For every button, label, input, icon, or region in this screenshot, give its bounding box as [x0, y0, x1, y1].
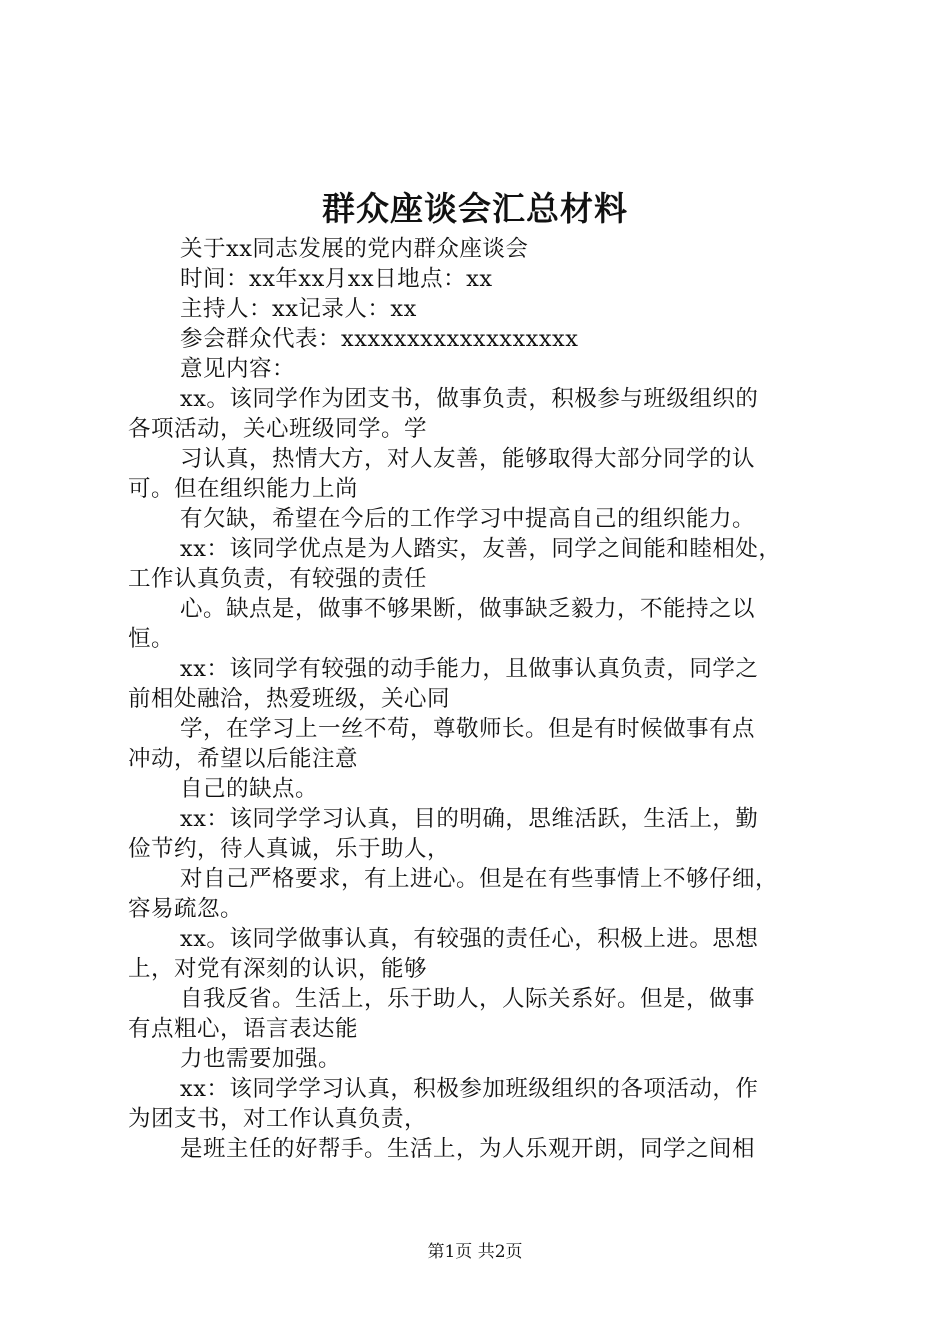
document-body	[128, 234, 840, 1164]
body-line: 学，在学习上一丝不苟，尊敬师长。但是有时候做事有点	[180, 716, 756, 742]
body-line: 对自己严格要求，有上进心。但是在有些事情上不够仔细，	[180, 866, 779, 892]
body-line: 有欠缺，希望在今后的工作学习中提高自己的组织能力。	[180, 506, 756, 532]
body-line: 关于xx同志发展的党内群众座谈会	[180, 236, 529, 262]
body-line: 前相处融洽，热爱班级，关心同	[128, 686, 451, 712]
body-line: 主持人：xx记录人：xx	[180, 296, 417, 322]
body-line: 时间：xx年xx月xx日地点：xx	[180, 266, 493, 292]
body-line: 容易疏忽。	[128, 896, 244, 922]
body-line: 心。缺点是，做事不够果断，做事缺乏毅力，不能持之以	[180, 596, 756, 622]
body-line: 是班主任的好帮手。生活上，为人乐观开朗，同学之间相	[180, 1136, 756, 1162]
body-line: 意见内容：	[180, 356, 296, 382]
body-line: 自己的缺点。	[180, 776, 319, 802]
body-line: 恒。	[128, 626, 175, 652]
body-line: xx。该同学做事认真，有较强的责任心，积极上进。思想	[180, 926, 759, 952]
body-line: 俭节约，待人真诚，乐于助人，	[128, 836, 451, 862]
body-line: 可。但在组织能力上尚	[128, 476, 359, 502]
document-title: 群众座谈会汇总材料	[322, 189, 628, 228]
page-footer: 第1页 共2页	[427, 1242, 523, 1262]
body-line: 为团支书，对工作认真负责，	[128, 1106, 428, 1132]
body-line: 自我反省。生活上，乐于助人，人际关系好。但是，做事	[180, 986, 756, 1012]
body-line: xx。该同学作为团支书，做事负责，积极参与班级组织的	[180, 386, 759, 412]
body-line: xx：该同学有较强的动手能力，且做事认真负责，同学之	[180, 656, 759, 682]
body-line: xx：该同学学习认真，目的明确，思维活跃，生活上，勤	[180, 806, 759, 832]
body-line: 习认真，热情大方，对人友善，能够取得大部分同学的认	[180, 446, 756, 472]
body-line: xx：该同学优点是为人踏实，友善，同学之间能和睦相处，	[180, 536, 782, 562]
body-line: 力也需要加强。	[180, 1046, 342, 1072]
body-line: 冲动，希望以后能注意	[128, 746, 359, 772]
body-line: 有点粗心，语言表达能	[128, 1016, 359, 1042]
body-line: 参会群众代表：xxxxxxxxxxxxxxxxxx	[180, 326, 579, 352]
body-line: xx：该同学学习认真，积极参加班级组织的各项活动，作	[180, 1076, 759, 1102]
body-line: 各项活动，关心班级同学。学	[128, 416, 428, 442]
body-line: 上，对党有深刻的认识，能够	[128, 956, 428, 982]
body-line: 工作认真负责，有较强的责任	[128, 566, 428, 592]
